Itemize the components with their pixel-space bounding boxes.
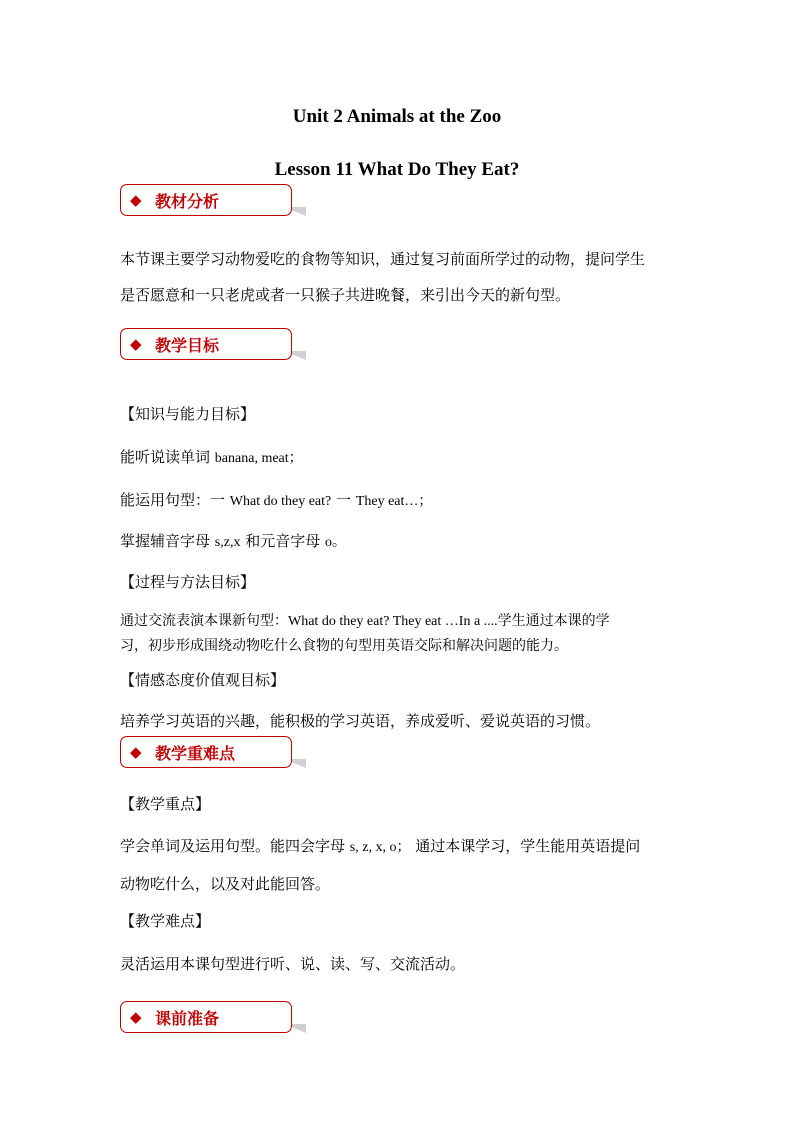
process-paragraph: 通过交流表演本课新句型：What do they eat? They eat …In a ....学生通过本课的学 习，初步形成围绕动物吃什么食物的句型用英语交际和解决问题的能力。 <box>120 613 610 654</box>
diamond-icon: ◆ <box>130 335 142 353</box>
focus-paragraph: 学会单词及运用句型。能四会字母 s, z, x, o； 通过本课学习，学生能用英语提问 动物吃什么，以及对此能回答。 <box>120 837 641 893</box>
difficulty-paragraph: 灵活运用本课句型进行听、说、读、写、交流活动。 <box>120 955 466 973</box>
focus-heading: 【教学重点】 <box>120 795 211 813</box>
section-label: 课前准备 <box>155 1009 220 1028</box>
section-label: 教学目标 <box>155 336 220 355</box>
section-header-key-points <box>120 736 306 774</box>
analysis-paragraph: 本节课主要学习动物爱吃的食物等知识，通过复习前面所学过的动物，提问学生 是否愿意和一只老虎或者一只猴子共进晚餐，来引出今天的新句型。 <box>120 250 646 304</box>
section-label: 教材分析 <box>155 192 220 211</box>
knowledge-heading: 【知识与能力目标】 <box>120 405 256 423</box>
emotion-paragraph: 培养学习英语的兴趣，能积极的学习英语，养成爱听、爱说英语的习惯。 <box>120 712 601 730</box>
section-header-objectives <box>120 328 306 366</box>
process-heading: 【过程与方法目标】 <box>120 573 256 591</box>
section-header-preparation <box>120 1001 306 1039</box>
diamond-icon: ◆ <box>130 191 142 209</box>
knowledge-item-1: 能听说读单词 banana, meat； <box>120 448 303 466</box>
knowledge-item-2: 能运用句型：一 What do they eat? 一 They eat…； <box>120 491 433 509</box>
emotion-heading: 【情感态度价值观目标】 <box>120 671 286 689</box>
diamond-icon: ◆ <box>130 1008 142 1026</box>
section-label: 教学重难点 <box>155 744 236 763</box>
section-header-analysis <box>120 184 306 222</box>
unit-title: Unit 2 Animals at the Zoo <box>292 106 502 127</box>
diamond-icon: ◆ <box>130 743 142 761</box>
knowledge-item-3: 掌握辅音字母 s,z,x 和元音字母 o。 <box>120 532 347 550</box>
difficulty-heading: 【教学难点】 <box>120 912 211 930</box>
lesson-title: Lesson 11 What Do They Eat? <box>274 159 520 180</box>
